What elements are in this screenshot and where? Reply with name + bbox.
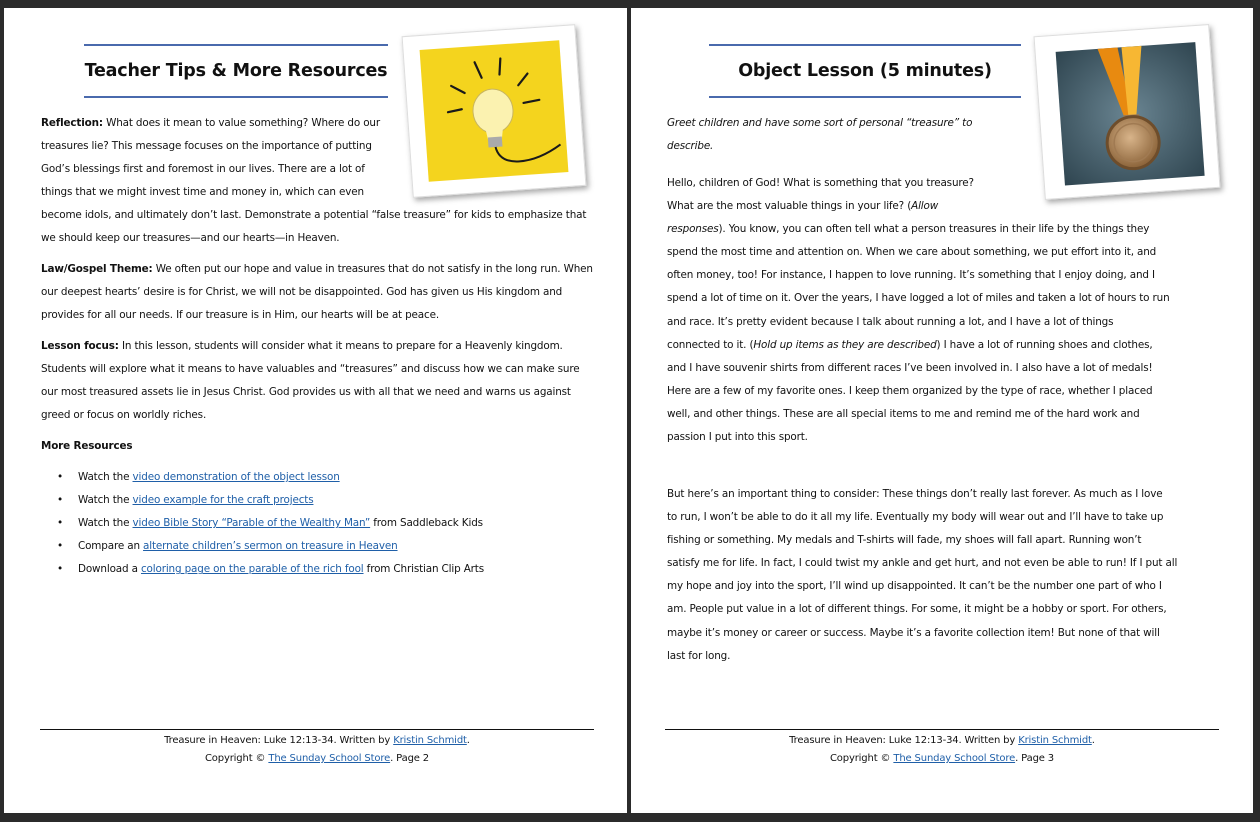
footer-line-2: Copyright © The Sunday School Store. Page 2 [204,753,430,764]
page-3 [631,8,1253,813]
page-title: Object Lesson (5 minutes) [738,61,992,81]
reflection-label: Reflection: [41,117,103,129]
page-footer [665,729,1219,768]
object-lesson-paragraph-1: Hello, children of God! What is something that you treasure? What are the most valuable things in your life? (Allow responses). You know, you can often tell what a person treasures in their life by the things they spend the most time and attention on. When we care about something, we put effort into it, and often money, too! For instance, I happen to love running. It’s something that I enjoy doing, and I spend a lot of time on it. Over the years, I have logged a lot of miles and taken a lot of hours to run and race. It’s pretty evident because I talk about running a lot, and I have a lot of things connected to it. (Hold up items as they are described) I have a lot of running shoes and clothes, and I have souvenir shirts from different races I’ve been involved in. I also have a lot of medals! Here are a few of my favorite ones. I keep them organized by the type of race, whether I placed well, and other things. These are all special items to me and remind me of the hard work and passion I put into this sport. [667,177,1170,444]
title-rule-bottom [84,96,388,98]
lightbulb-icon [403,25,586,197]
reflection-paragraph: Reflection: What does it mean to value something? Where do our treasures lie? This message focuses on the importance of putting God’s blessings first and foremost in our lives. There are a lot of things that we might invest time and money in, which can even [41,117,380,199]
resources-list [41,466,601,581]
store-link[interactable]: The Sunday School Store [268,753,391,764]
reflection-paragraph-cont: become idols, and ultimately don’t last. Demonstrate a potential “false treasure” for kids to emphasize that we should keep our treasures—and our hearts—in Heaven. [41,209,587,245]
resource-link[interactable]: video example for the craft projects [132,494,314,507]
footer-line-2: Copyright © The Sunday School Store. Page 3 [829,753,1055,764]
resource-item: • Compare an alternate children’s sermon on treasure in Heaven [41,535,601,558]
footer-line-1: Treasure in Heaven: Luke 12:13-34. Written by Kristin Schmidt. [789,735,1095,746]
lesson-focus-paragraph: Lesson focus: In this lesson, students will consider what it means to prepare for a Heavenly kingdom. Students will explore what it means to have valuables and “treasures” and discuss how we can make sure our most treasured assets lie in Jesus Christ. God provides us with all that we need and warns us against greed or focus on worldly riches. [41,340,580,422]
resource-link[interactable]: coloring page on the parable of the rich fool [140,563,364,576]
page-2 [4,8,627,813]
author-link[interactable]: Kristin Schmidt [393,735,467,746]
resource-item: • Watch the video Bible Story “Parable of the Wealthy Man” from Saddleback Kids [41,512,601,535]
lesson-focus-label: Lesson focus: [41,340,119,352]
more-resources-heading: More Resources [41,440,133,452]
section-title-block [84,44,388,98]
author-link[interactable]: Kristin Schmidt [1018,735,1092,746]
page-title: Teacher Tips & More Resources [84,61,388,81]
resource-link[interactable]: alternate children’s sermon on treasure in Heaven [143,540,398,553]
page-footer [40,729,594,768]
resource-link[interactable]: video demonstration of the object lesson [132,471,340,483]
object-lesson-paragraph-2: But here’s an important thing to consider: These things don’t really last forever. As much as I love to run, I won’t be able to do it all my life. Eventually my body will wear out and I’ll have to take up fishing or something. My medals and T-shirts will fade, my shoes will fall apart. Running won’t satisfy me for life. In fact, I could twist my ankle and get hurt, and not even be able to run! If I put all my hope and joy into the sport, I’ll wind up disappointed. It can’t be the number one part of who I am. People put value in a lot of different things. For some, it might be a hobby or sport. For others, maybe it’s money or career or success. Maybe it’s a favorite collection item! But none of that will last for long. [667,488,1178,662]
law-gospel-label: Law/Gospel Theme: [41,263,153,275]
resource-link[interactable]: video Bible Story “Parable of the Wealthy Man” [132,517,371,530]
footer-line-1: Treasure in Heaven: Luke 12:13-34. Written by Kristin Schmidt. [164,735,470,746]
lightbulb-photo [402,24,587,198]
resource-item: • Download a coloring page on the parable of the rich fool from Christian Clip Arts [41,558,601,581]
resource-item: • Watch the video example for the craft projects [41,489,601,512]
intro-instruction: Greet children and have some sort of personal “treasure” to describe. [667,117,973,153]
law-gospel-paragraph: Law/Gospel Theme: We often put our hope and value in treasures that do not satisfy in the long run. When our deepest hearts’ desire is for Christ, we will not be disappointed. God has given us His kingdom and provides for all our needs. If our treasure is in Him, our hearts will be at peace. [41,263,593,322]
title-rule-bottom [709,96,1021,98]
store-link[interactable]: The Sunday School Store [893,753,1016,764]
section-title-block [709,44,1021,98]
resource-item: • Watch the video demonstration of the object lesson [41,466,601,489]
